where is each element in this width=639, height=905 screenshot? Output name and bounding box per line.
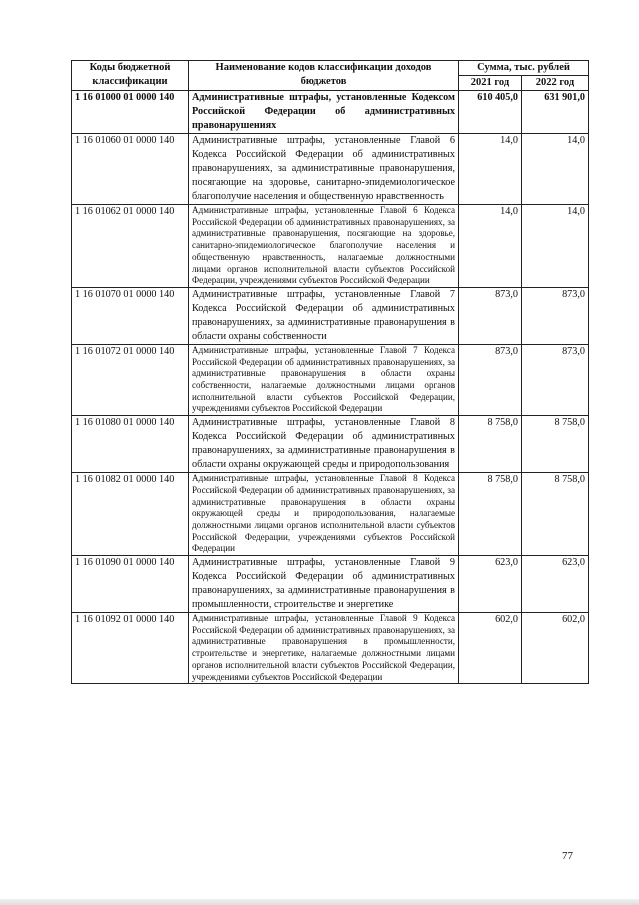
table-row [72, 344, 589, 415]
row-value-2021: 14,0 [459, 205, 522, 288]
row-value-2021: 8 758,0 [459, 416, 522, 473]
table-row [72, 134, 589, 205]
row-value-2022: 14,0 [522, 134, 589, 205]
page-number: 77 [562, 850, 573, 862]
row-code: 1 16 01000 01 0000 140 [72, 91, 189, 134]
row-code: 1 16 01092 01 0000 140 [72, 613, 189, 684]
row-name: Административные штрафы, установленные Главой 8 Кодекса Российской Федерации об административных правонарушениях, за административные правонарушения в области охраны окружающей среды и природопользования, налагаемые должностными лицами органов исполнительной власти субъектов Российской Федерации, учреждениями субъектов Российской Федерации [189, 473, 459, 556]
row-value-2022: 8 758,0 [522, 416, 589, 473]
budget-classification-table [71, 60, 589, 684]
row-name: Административные штрафы, установленные Главой 9 Кодекса Российской Федерации об административных правонарушениях, за административные правонарушения в промышленности, строительстве и энергетике, налагаемые должностными лицами органов исполнительной власти субъектов Российской Федерации, учреждениями субъектов Российской Федерации [189, 613, 459, 684]
row-value-2022: 873,0 [522, 344, 589, 415]
row-code: 1 16 01080 01 0000 140 [72, 416, 189, 473]
row-name: Административные штрафы, установленные Главой 8 Кодекса Российской Федерации об административных правонарушениях, за административные правонарушения в области охраны окружающей среды и природопользования [189, 416, 459, 473]
row-name: Административные штрафы, установленные Главой 7 Кодекса Российской Федерации об административных правонарушениях, за административные правонарушения в области охраны собственности [189, 287, 459, 344]
row-code: 1 16 01060 01 0000 140 [72, 134, 189, 205]
row-code: 1 16 01070 01 0000 140 [72, 287, 189, 344]
row-name: Административные штрафы, установленные Кодексом Российской Федерации об административных правонарушениях [189, 91, 459, 134]
row-code: 1 16 01062 01 0000 140 [72, 205, 189, 288]
row-value-2021: 623,0 [459, 556, 522, 613]
row-value-2022: 14,0 [522, 205, 589, 288]
header-name: Наименование кодов классификации доходов бюджетов [189, 61, 459, 91]
table-row [72, 473, 589, 556]
table-row [72, 287, 589, 344]
table-row [72, 613, 589, 684]
row-value-2022: 8 758,0 [522, 473, 589, 556]
header-year-2022: 2022 год [522, 76, 589, 91]
row-code: 1 16 01090 01 0000 140 [72, 556, 189, 613]
table-row [72, 416, 589, 473]
row-value-2021: 610 405,0 [459, 91, 522, 134]
table-row [72, 556, 589, 613]
table-row [72, 91, 589, 134]
row-name: Административные штрафы, установленные Главой 7 Кодекса Российской Федерации об административных правонарушениях, за административные правонарушения в области охраны собственности, налагаемые должностными лицами органов исполнительной власти субъектов Российской Федерации, учреждениями субъектов Российской Федерации [189, 344, 459, 415]
row-code: 1 16 01082 01 0000 140 [72, 473, 189, 556]
table-row [72, 205, 589, 288]
row-value-2022: 873,0 [522, 287, 589, 344]
row-value-2022: 631 901,0 [522, 91, 589, 134]
row-value-2021: 14,0 [459, 134, 522, 205]
row-value-2021: 873,0 [459, 344, 522, 415]
row-name: Административные штрафы, установленные Главой 6 Кодекса Российской Федерации об административных правонарушениях, за административные правонарушения, посягающие на здоровье, санитарно-эпидемиологическое благополучие населения и общественную нравственность [189, 134, 459, 205]
row-name: Административные штрафы, установленные Главой 9 Кодекса Российской Федерации об административных правонарушениях, за административные правонарушения в промышленности, строительстве и энергетике [189, 556, 459, 613]
row-value-2022: 623,0 [522, 556, 589, 613]
row-code: 1 16 01072 01 0000 140 [72, 344, 189, 415]
row-name: Административные штрафы, установленные Главой 6 Кодекса Российской Федерации об административных правонарушениях, за административные правонарушения, посягающие на здоровье, санитарно-эпидемиологическое благополучие населения и общественную нравственность, налагаемые должностными лицами органов исполнительной власти субъектов Российской Федерации, учреждениями субъектов Российской Федерации [189, 205, 459, 288]
row-value-2022: 602,0 [522, 613, 589, 684]
row-value-2021: 602,0 [459, 613, 522, 684]
header-year-2021: 2021 год [459, 76, 522, 91]
page-bottom-edge [0, 899, 639, 905]
header-codes: Коды бюджетной классификации [72, 61, 189, 91]
header-sum: Сумма, тыс. рублей [459, 61, 589, 76]
row-value-2021: 8 758,0 [459, 473, 522, 556]
row-value-2021: 873,0 [459, 287, 522, 344]
